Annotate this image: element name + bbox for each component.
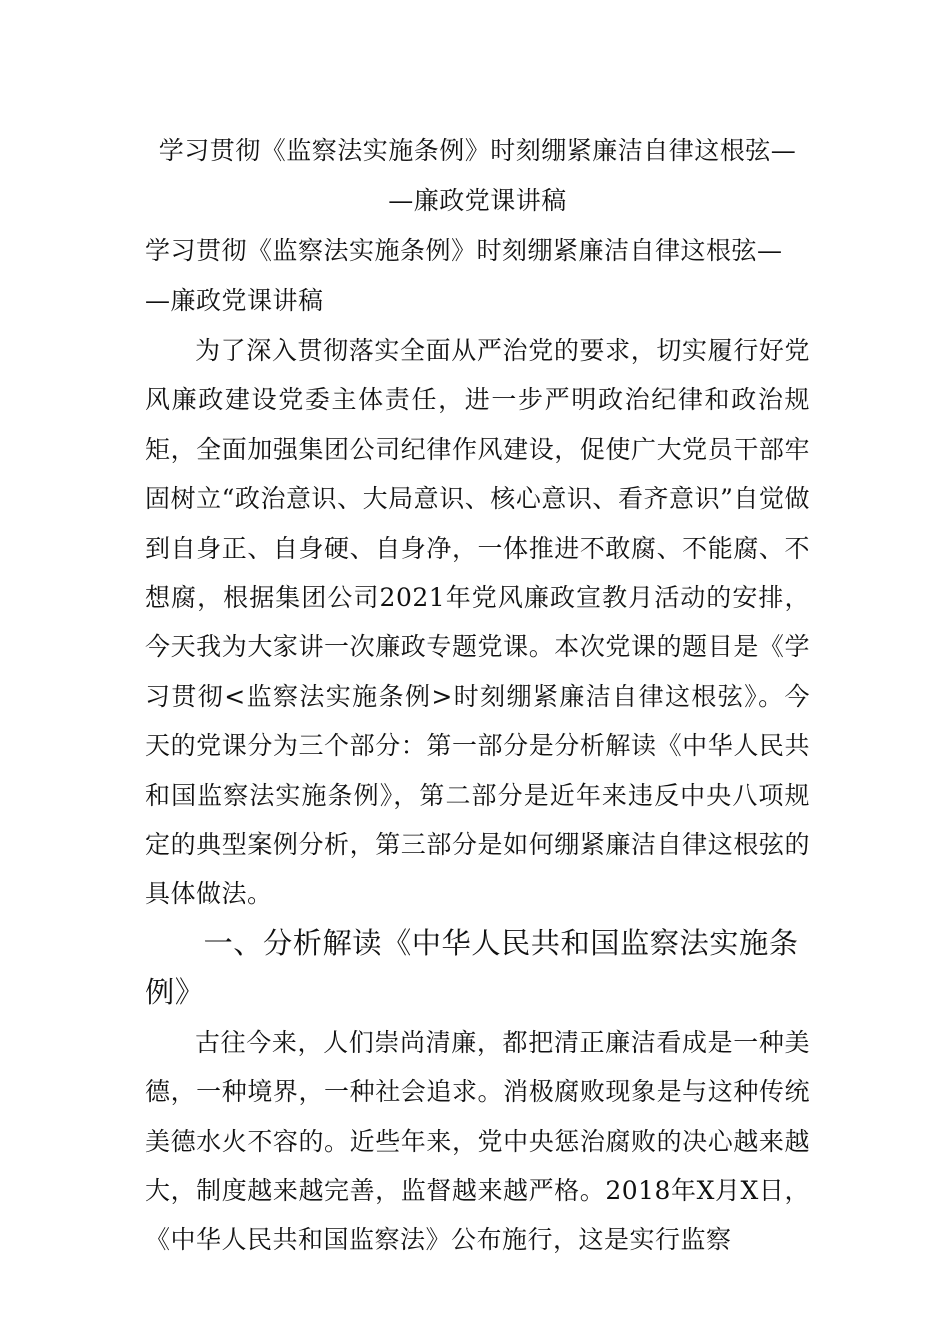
intro-paragraph: 为了深入贯彻落实全面从严治党的要求，切实履行好党风廉政建设党委主体责任，进一步严明政治纪律和政治规矩，全面加强集团公司纪律作风建设，促使广大党员干部牢固树立“政治意识、大局意识、核心意识、看齐意识”自觉做到自身正、自身硬、自身净，一体推进不敢腐、不能腐、不想腐，根据集团公司2021年党风廉政宣教月活动的安排，今天我为大家讲一次廉政专题党课。本次党课的题目是《学习贯彻<监察法实施条例>时刻绷紧廉洁自律这根弦》。今天的党课分为三个部分：第一部分是分析解读《中华人民共和国监察法实施条例》，第二部分是近年来违反中央八项规定的典型案例分析，第三部分是如何绷紧廉洁自律这根弦的具体做法。 — [145, 336, 810, 909]
title-line-2: —廉政党课讲稿 — [388, 186, 567, 215]
body-paragraph: 古往今来，人们崇尚清廉，都把清正廉洁看成是一种美德，一种境界，一种社会追求。消极腐败现象是与这种传统美德水火不容的。近些年来，党中央惩治腐败的决心越来越大，制度越来越完善，监督越来越严格。2018年X月X日，《中华人民共和国监察法》公布施行，这是实行监察 — [145, 1027, 810, 1255]
title-line-1: 学习贯彻《监察法实施条例》时刻绷紧廉洁自律这根弦— — [158, 136, 797, 165]
subtitle-line-2: —廉政党课讲稿 — [145, 286, 324, 315]
document-title — [145, 126, 810, 226]
document-body — [145, 126, 810, 1265]
document-subtitle — [145, 226, 810, 326]
section-heading-1: 一、分析解读《中华人民共和国监察法实施条例》 — [145, 925, 799, 1010]
subtitle-line-1: 学习贯彻《监察法实施条例》时刻绷紧廉洁自律这根弦— — [145, 236, 783, 265]
